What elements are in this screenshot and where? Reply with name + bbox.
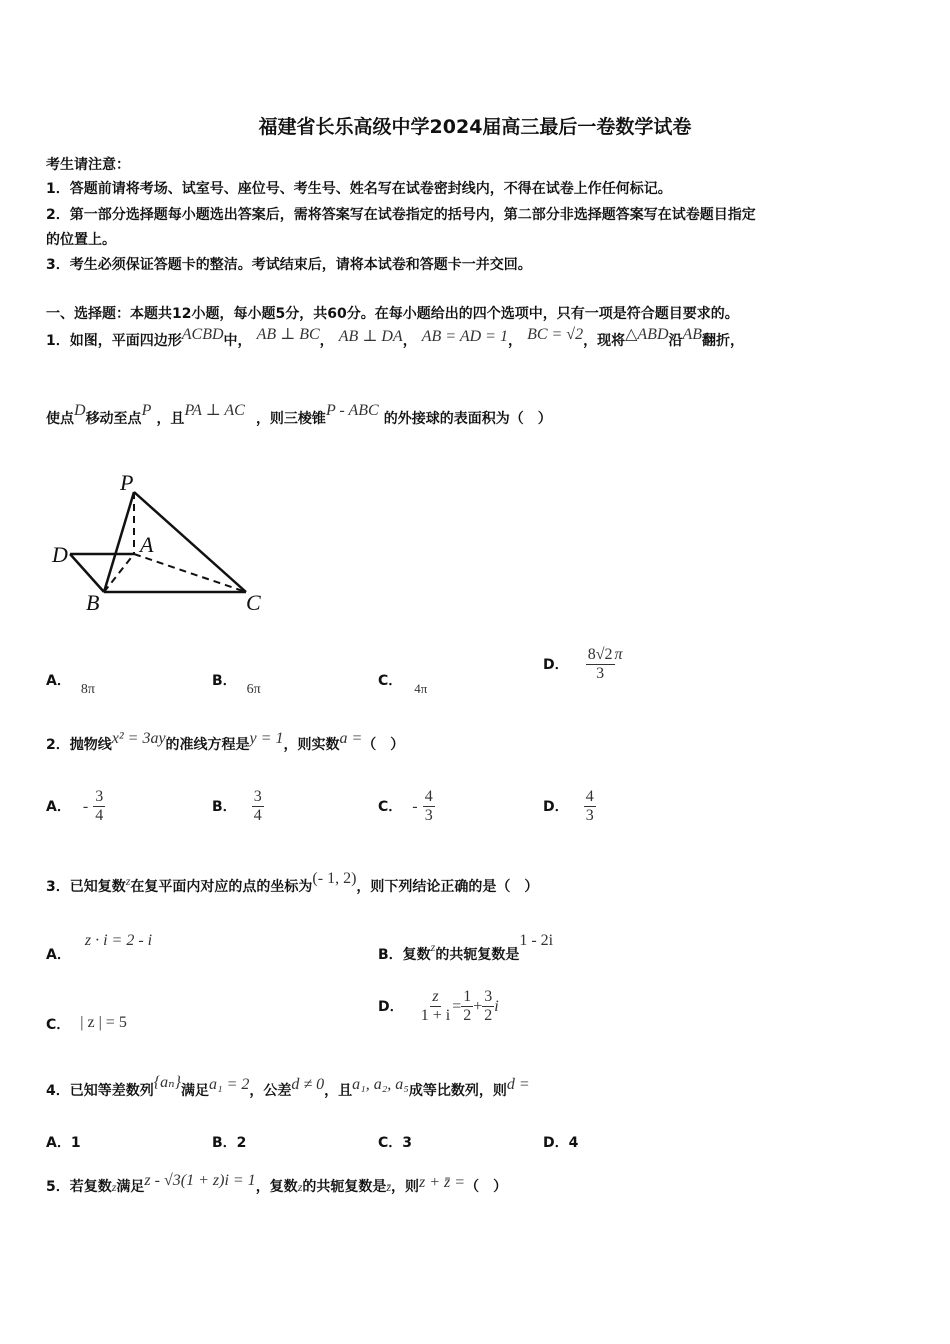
label-p: P <box>120 470 134 495</box>
q3-option-d[interactable]: D． $\frac{z}{1 + i}$ = $\frac{1}{2}$ + $\frac{3}{2}$ i <box>378 988 499 1024</box>
q1-option-d[interactable]: D． $\frac{8√2}{3}$ π <box>543 646 623 682</box>
q2-option-a[interactable]: A． - $\frac{3}{4}$ <box>46 788 104 824</box>
q4-option-b[interactable]: B．2 <box>212 1135 247 1151</box>
notice-heading: 考生请注意： <box>46 157 130 173</box>
question-1-line-2: 使点D移动至点P ，且PA ⊥ AC ，则三棱锥P - ABC 的外接球的表面积为（ ） <box>46 402 552 427</box>
label-c: C <box>246 590 261 615</box>
question-5: 5．若复数z满足z - √3(1 + z)i = 1，复数z的共轭复数是z̄，则z + z̄ =（ ） <box>46 1172 508 1195</box>
section-heading: 一、选择题：本题共12小题，每小题5分，共60分。在每小题给出的四个选项中，只有一项是符合题目要求的。 <box>46 306 739 322</box>
question-4: 4．已知等差数列{aₙ}满足a₁ = 2，公差d ≠ 0，且a₁, a₂, a₅成等比数列，则d = <box>46 1074 530 1099</box>
notice-item-2-cont: 的位置上。 <box>46 232 116 248</box>
notice-item-1: 1．答题前请将考场、试室号、座位号、考生号、姓名写在试卷密封线内，不得在试卷上作任何标记。 <box>46 181 672 197</box>
label-b: B <box>86 590 100 615</box>
label-a: A <box>140 532 154 557</box>
q1-option-a[interactable]: A．8π <box>46 673 95 697</box>
question-3: 3．已知复数$^z$在复平面内对应的点的坐标为(- 1, 2)，则下列结论正确的是（ ） <box>46 870 539 895</box>
notice-item-3: 3．考生必须保证答题卡的整洁。考试结束后，请将本试卷和答题卡一并交回。 <box>46 257 532 273</box>
page-title: 福建省长乐高级中学2024届高三最后一卷数学试卷 <box>258 116 692 138</box>
question-2: 2．抛物线x² = 3ay的准线方程是y = 1，则实数a =（ ） <box>46 730 405 753</box>
q3-option-b[interactable]: B．复数$_z$的共轭复数是1 - 2i <box>378 932 554 963</box>
q1-option-c[interactable]: C． $_{4\pi}$ <box>378 673 428 696</box>
q3-option-a[interactable]: A．z · i = 2 - i <box>46 932 153 963</box>
q4-option-a[interactable]: A．1 <box>46 1135 81 1151</box>
edge-ac <box>134 554 246 592</box>
edge-pb <box>104 492 134 592</box>
q2-option-b[interactable]: B． $\frac{3}{4}$ <box>212 788 262 824</box>
edge-db <box>70 554 104 592</box>
q4-option-d[interactable]: D．4 <box>543 1135 579 1151</box>
q1-option-b[interactable]: B．6π <box>212 673 261 697</box>
pyramid-figure <box>48 470 278 620</box>
question-1-line-1: 1．如图，平面四边形ACBD中， AB ⊥ BC， AB ⊥ DA， AB = AD = 1， BC = √2，现将△ABD沿AB翻折， <box>46 326 745 349</box>
label-d: D <box>52 542 68 567</box>
q3-option-c[interactable]: C． | z | = 5 <box>46 1014 127 1033</box>
q4-option-c[interactable]: C．3 <box>378 1135 413 1151</box>
q2-option-d[interactable]: D． $\frac{4}{3}$ <box>543 788 594 824</box>
q2-option-c[interactable]: C． - $\frac{4}{3}$ <box>378 788 433 824</box>
notice-item-2: 2．第一部分选择题每小题选出答案后，需将答案写在试卷指定的括号内，第二部分非选择题答案写在试卷题目指定 <box>46 207 756 223</box>
